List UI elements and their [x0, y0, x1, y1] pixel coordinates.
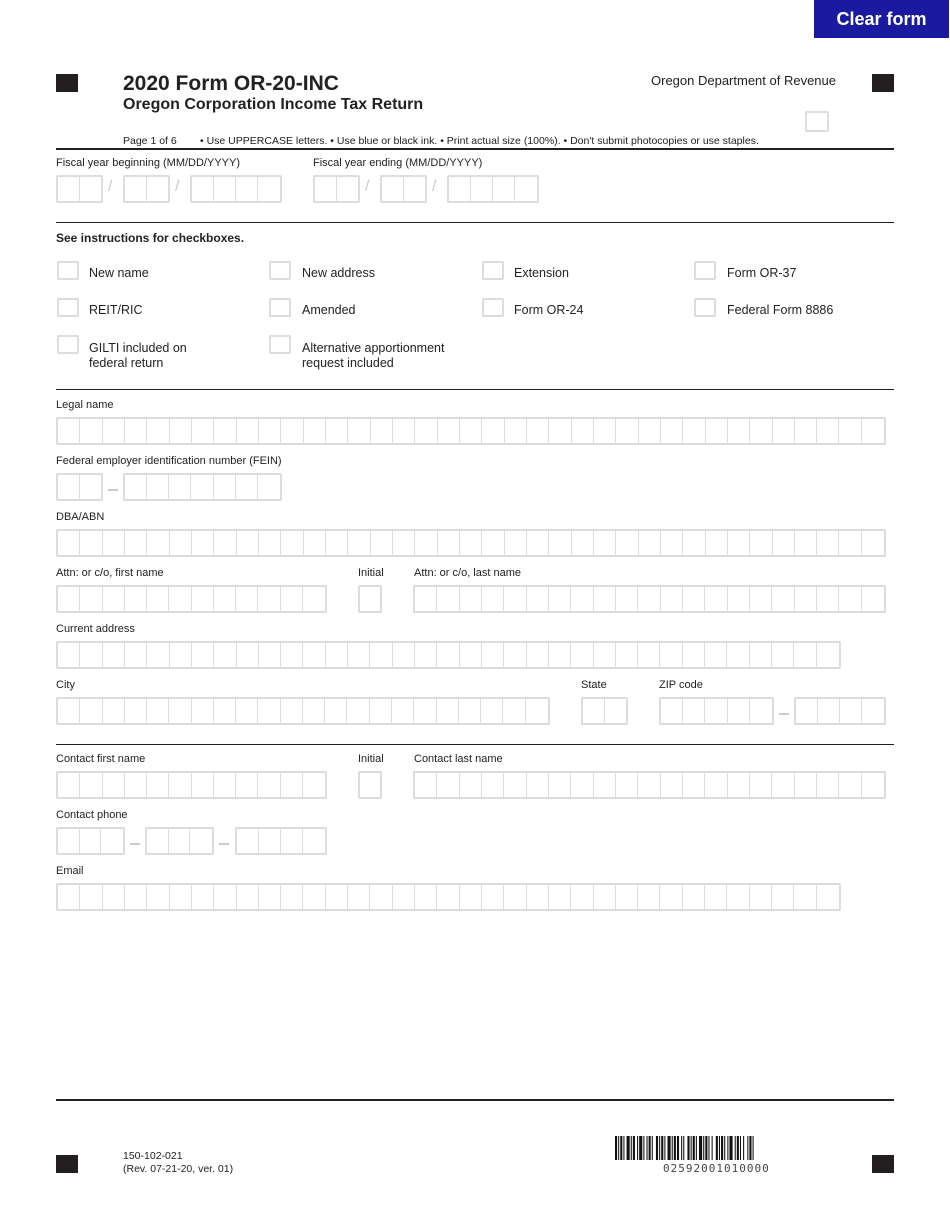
date-separator: /	[432, 178, 437, 195]
contact-first-label: Contact first name	[56, 753, 146, 765]
barcode-number: 02592001010000	[663, 1162, 770, 1175]
new-address-label: New address	[302, 266, 375, 280]
form-instructions: • Use UPPERCASE letters. • Use blue or black ink. • Print actual size (100%). • Don't submit photocopies or use staples.	[200, 135, 759, 147]
contact-phone-label: Contact phone	[56, 809, 128, 821]
fiscal-end-year[interactable]	[447, 175, 539, 203]
form-or37-checkbox[interactable]	[694, 261, 716, 280]
fein-dash	[108, 489, 118, 491]
footer-rule	[56, 1099, 894, 1101]
fiscal-begin-month[interactable]	[56, 175, 103, 203]
fiscal-begin-label: Fiscal year beginning (MM/DD/YYYY)	[56, 157, 241, 169]
phone-area-input[interactable]	[56, 827, 125, 855]
alt-apportionment-label-line2: request included	[302, 356, 394, 370]
alt-apportionment-label-line1: Alternative apportionment	[302, 341, 445, 355]
fiscal-end-label: Fiscal year ending (MM/DD/YYYY)	[313, 157, 483, 169]
form-revision-text: (Rev. 07-21-20, ver. 01)	[123, 1163, 234, 1175]
clear-form-button[interactable]: Clear form	[814, 0, 949, 38]
reit-ric-checkbox[interactable]	[57, 298, 79, 317]
form-or24-label: Form OR-24	[514, 303, 584, 317]
fiscal-end-month[interactable]	[313, 175, 360, 203]
address-label: Current address	[56, 623, 135, 635]
date-separator: /	[108, 178, 113, 195]
gilti-checkbox[interactable]	[57, 335, 79, 354]
attn-first-input[interactable]	[56, 585, 327, 613]
reit-ric-label: REIT/RIC	[89, 303, 143, 317]
address-input[interactable]	[56, 641, 841, 669]
header-rule	[56, 148, 894, 150]
registration-mark-top-right	[872, 74, 894, 92]
zip-plus4-input[interactable]	[794, 697, 886, 725]
city-label: City	[56, 679, 75, 691]
registration-mark-bottom-right	[872, 1155, 894, 1173]
extension-checkbox[interactable]	[482, 261, 504, 280]
contact-last-label: Contact last name	[414, 753, 503, 765]
form-title: 2020 Form OR-20-INC	[123, 72, 339, 95]
gilti-label-line1: GILTI included on	[89, 341, 187, 355]
dba-label: DBA/ABN	[56, 511, 105, 523]
checkbox-section-title: See instructions for checkboxes.	[56, 231, 245, 245]
email-input[interactable]	[56, 883, 841, 911]
registration-mark-bottom-left	[56, 1155, 78, 1173]
zip-input[interactable]	[659, 697, 774, 725]
page-number: Page 1 of 6	[123, 135, 177, 147]
contact-last-input[interactable]	[413, 771, 886, 799]
form-subtitle: Oregon Corporation Income Tax Return	[123, 96, 424, 113]
state-input[interactable]	[581, 697, 628, 725]
extension-label: Extension	[514, 266, 569, 280]
date-separator: /	[365, 178, 370, 195]
legal-name-input[interactable]	[56, 417, 886, 445]
phone-prefix-input[interactable]	[145, 827, 214, 855]
federal-8886-checkbox[interactable]	[694, 298, 716, 317]
attn-last-input[interactable]	[413, 585, 886, 613]
section-divider	[56, 222, 894, 223]
federal-8886-label: Federal Form 8886	[727, 303, 834, 317]
section-divider	[56, 744, 894, 745]
fein-prefix-input[interactable]	[56, 473, 103, 501]
date-separator: /	[175, 178, 180, 195]
attn-first-label: Attn: or c/o, first name	[56, 567, 164, 579]
form-or37-label: Form OR-37	[727, 266, 797, 280]
attn-last-label: Attn: or c/o, last name	[414, 567, 521, 579]
zip-dash	[779, 713, 789, 715]
zip-label: ZIP code	[659, 679, 703, 691]
form-number-text: 150-102-021	[123, 1150, 183, 1162]
contact-initial-label: Initial	[358, 753, 384, 765]
section-divider	[56, 389, 894, 390]
new-name-checkbox[interactable]	[57, 261, 79, 280]
fiscal-begin-year[interactable]	[190, 175, 282, 203]
phone-dash	[130, 843, 140, 845]
dba-input[interactable]	[56, 529, 886, 557]
barcode-image	[615, 1136, 825, 1160]
agency-name: Oregon Department of Revenue	[651, 73, 836, 88]
gilti-label-line2: federal return	[89, 356, 164, 370]
form-or24-checkbox[interactable]	[482, 298, 504, 317]
email-label: Email	[56, 865, 84, 877]
city-input[interactable]	[56, 697, 550, 725]
new-address-checkbox[interactable]	[269, 261, 291, 280]
amended-label: Amended	[302, 303, 356, 317]
fein-suffix-input[interactable]	[123, 473, 282, 501]
legal-name-label: Legal name	[56, 399, 114, 411]
alt-apportionment-checkbox[interactable]	[269, 335, 291, 354]
new-name-label: New name	[89, 266, 149, 280]
phone-dash	[219, 843, 229, 845]
header-checkbox[interactable]	[805, 111, 829, 132]
fiscal-end-day[interactable]	[380, 175, 427, 203]
fein-label: Federal employer identification number (FEIN)	[56, 455, 282, 467]
attn-initial-input[interactable]	[358, 585, 382, 613]
form-number	[123, 1150, 233, 1176]
fiscal-begin-day[interactable]	[123, 175, 170, 203]
attn-initial-label: Initial	[358, 567, 384, 579]
phone-line-input[interactable]	[235, 827, 327, 855]
registration-mark-top-left	[56, 74, 78, 92]
contact-first-input[interactable]	[56, 771, 327, 799]
contact-initial-input[interactable]	[358, 771, 382, 799]
state-label: State	[581, 679, 607, 691]
amended-checkbox[interactable]	[269, 298, 291, 317]
